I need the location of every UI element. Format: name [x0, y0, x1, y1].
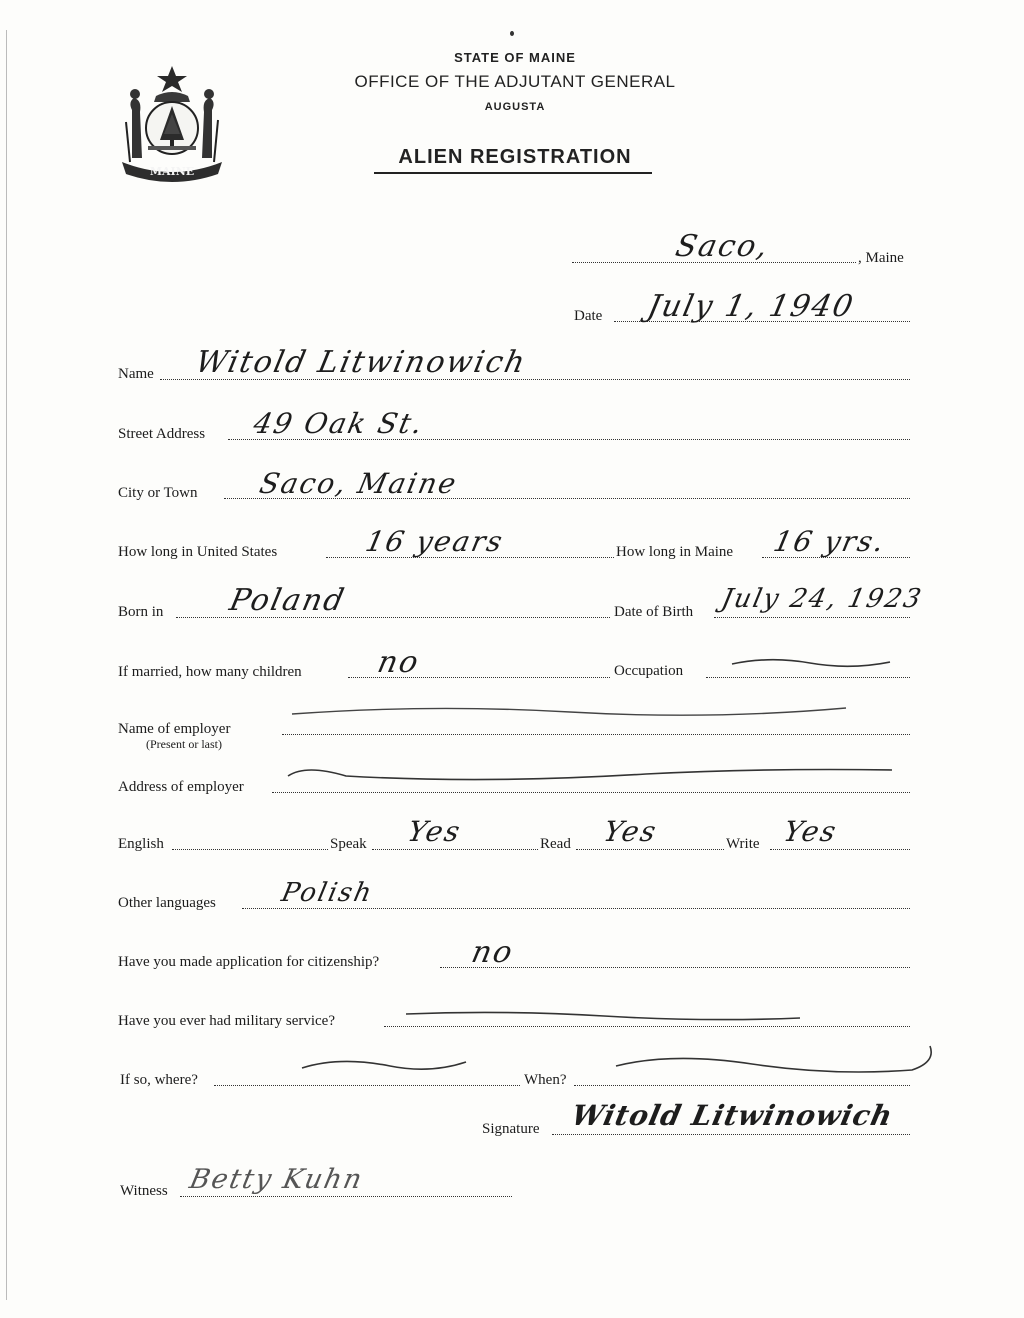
other-languages-entry: Polish — [278, 878, 377, 908]
state-heading: STATE OF MAINE — [454, 50, 576, 65]
witness-line — [180, 1196, 512, 1197]
write-line — [770, 849, 910, 850]
form-title: ALIEN REGISTRATION — [398, 146, 632, 168]
citizenship-line — [440, 967, 910, 968]
where-label: If so, where? — [120, 1072, 198, 1088]
occupation-dash-mark — [730, 654, 894, 674]
years-us-entry: 16 years — [362, 525, 507, 558]
place-entry: Saco, — [672, 229, 773, 264]
dob-label: Date of Birth — [614, 604, 694, 620]
signature-line — [552, 1134, 910, 1135]
city-heading: AUGUSTA — [484, 101, 546, 113]
born-entry: Poland — [226, 583, 349, 618]
hole-punch-mark — [510, 31, 514, 36]
occupation-line — [706, 677, 910, 678]
occupation-label: Occupation — [614, 663, 684, 679]
city-label: City or Town — [118, 485, 198, 501]
other-languages-label: Other languages — [118, 895, 216, 911]
children-label: If married, how many children — [118, 664, 302, 680]
speak-line — [372, 849, 538, 850]
employer-address-dash-mark — [286, 762, 896, 788]
write-entry: Yes — [780, 815, 841, 848]
when-dash-mark — [612, 1042, 938, 1082]
dob-line — [714, 617, 910, 618]
date-entry: July 1, 1940 — [644, 289, 858, 324]
employer-address-line — [272, 792, 910, 793]
witness-entry: Betty Kuhn — [186, 1164, 367, 1195]
born-label: Born in — [118, 604, 164, 620]
children-entry: no — [374, 645, 424, 680]
signature-entry: Witold Litwinowich — [568, 1099, 896, 1132]
date-label: Date — [574, 308, 603, 324]
read-label: Read — [540, 836, 571, 852]
years-us-label: How long in United States — [118, 544, 278, 560]
citizenship-entry: no — [468, 935, 518, 970]
dob-entry: July 24, 1923 — [718, 584, 926, 614]
where-line — [214, 1085, 520, 1086]
english-line — [172, 849, 328, 850]
employer-line — [282, 734, 910, 735]
scan-edge — [6, 30, 7, 1300]
signature-label: Signature — [482, 1121, 540, 1137]
write-label: Write — [726, 836, 760, 852]
street-label: Street Address — [118, 426, 206, 442]
title-underline — [374, 172, 652, 174]
place-suffix-label: , Maine — [858, 250, 904, 266]
english-label: English — [118, 836, 164, 852]
seal-motto: MAINE — [149, 165, 195, 178]
military-line — [384, 1026, 910, 1027]
citizenship-label: Have you made application for citizenship? — [118, 954, 380, 970]
office-heading: OFFICE OF THE ADJUTANT GENERAL — [354, 72, 676, 91]
years-maine-entry: 16 yrs. — [770, 525, 889, 558]
read-entry: Yes — [600, 815, 661, 848]
read-line — [576, 849, 724, 850]
military-dash-mark — [404, 1008, 804, 1026]
employer-label: Name of employer — [118, 721, 231, 737]
employer-address-label: Address of employer — [118, 779, 244, 795]
name-entry: Witold Litwinowich — [192, 345, 530, 380]
military-label: Have you ever had military service? — [118, 1013, 335, 1029]
city-entry: Saco, Maine — [256, 467, 461, 500]
other-languages-line — [242, 908, 910, 909]
street-entry: 49 Oak St. — [250, 407, 428, 440]
when-label: When? — [524, 1072, 567, 1088]
name-label: Name — [118, 366, 154, 382]
speak-entry: Yes — [404, 815, 465, 848]
witness-label: Witness — [120, 1183, 168, 1199]
years-maine-label: How long in Maine — [616, 544, 734, 560]
maine-seal-icon — [118, 62, 226, 184]
employer-sublabel: (Present or last) — [146, 737, 222, 751]
where-dash-mark — [300, 1052, 470, 1076]
when-line — [574, 1085, 910, 1086]
employer-dash-mark — [290, 700, 850, 724]
speak-label: Speak — [330, 836, 367, 852]
